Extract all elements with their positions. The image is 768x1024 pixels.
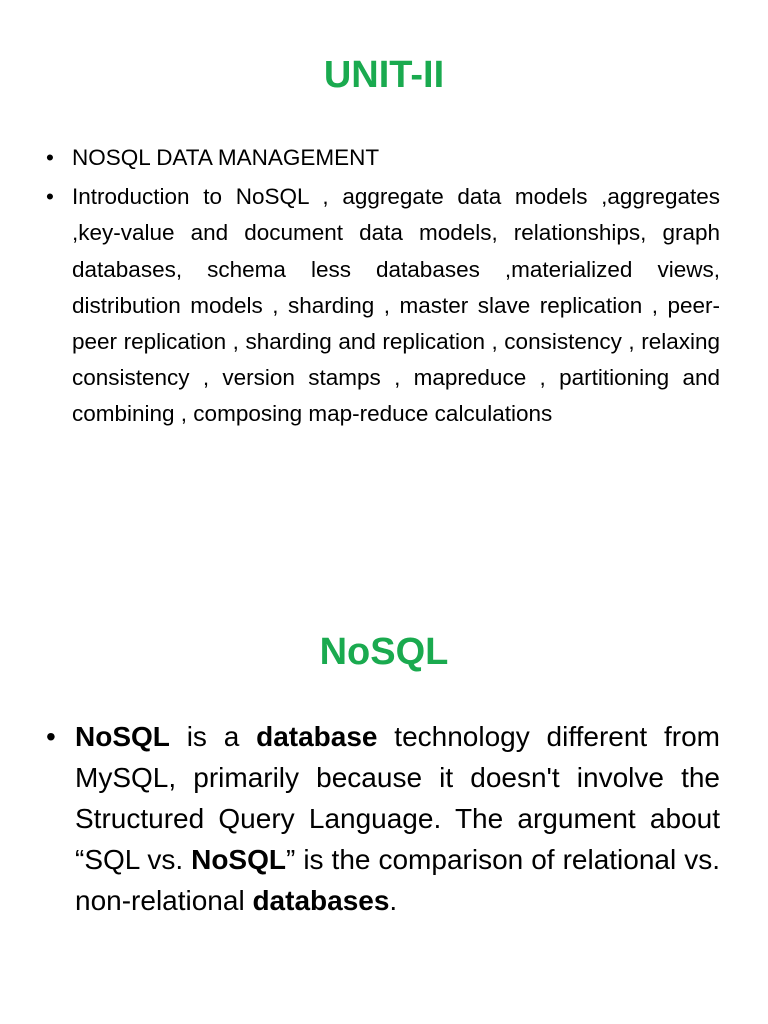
bullet-text: NOSQL DATA MANAGEMENT <box>72 145 380 170</box>
bullet-item-topics <box>46 179 720 432</box>
text-segment: technology different from MySQL, primarily because it doesn't involve the Structured Query Language. The argument about “SQL vs. <box>75 721 720 875</box>
unit-ii-bullet-list <box>46 140 720 436</box>
text-segment: ” is the comparison of relational vs. non-relational <box>75 844 720 916</box>
slide-title-nosql: NoSQL <box>319 631 449 673</box>
bullet-icon: • <box>46 145 54 170</box>
bold-database-term: database <box>256 721 378 752</box>
bullet-icon: • <box>46 184 54 210</box>
bullet-item-nosql-data-management <box>46 140 720 176</box>
bold-nosql-term: NoSQL <box>191 844 286 875</box>
bullet-item-nosql-definition <box>46 716 720 921</box>
bold-databases-term: databases <box>252 885 390 916</box>
slide-title-unit-ii: UNIT-II <box>323 54 445 96</box>
slide-nosql <box>0 512 768 1024</box>
text-segment: is a <box>169 721 257 752</box>
nosql-bullet-list <box>46 716 720 921</box>
bold-nosql-term: NoSQL <box>75 721 170 752</box>
text-segment: . <box>389 885 398 916</box>
bullet-icon: • <box>46 721 56 752</box>
bullet-text: Introduction to NoSQL , aggregate data models ,aggregates ,key-value and document data models, relationships, graph databases, schema less databases ,materialized views, distribution models , sharding , master slave replication , peer-peer replication , sharding and replication , consistency , relaxing consistency , version stamps , mapreduce , partitioning and combining , composing map-reduce calculations <box>72 184 720 427</box>
